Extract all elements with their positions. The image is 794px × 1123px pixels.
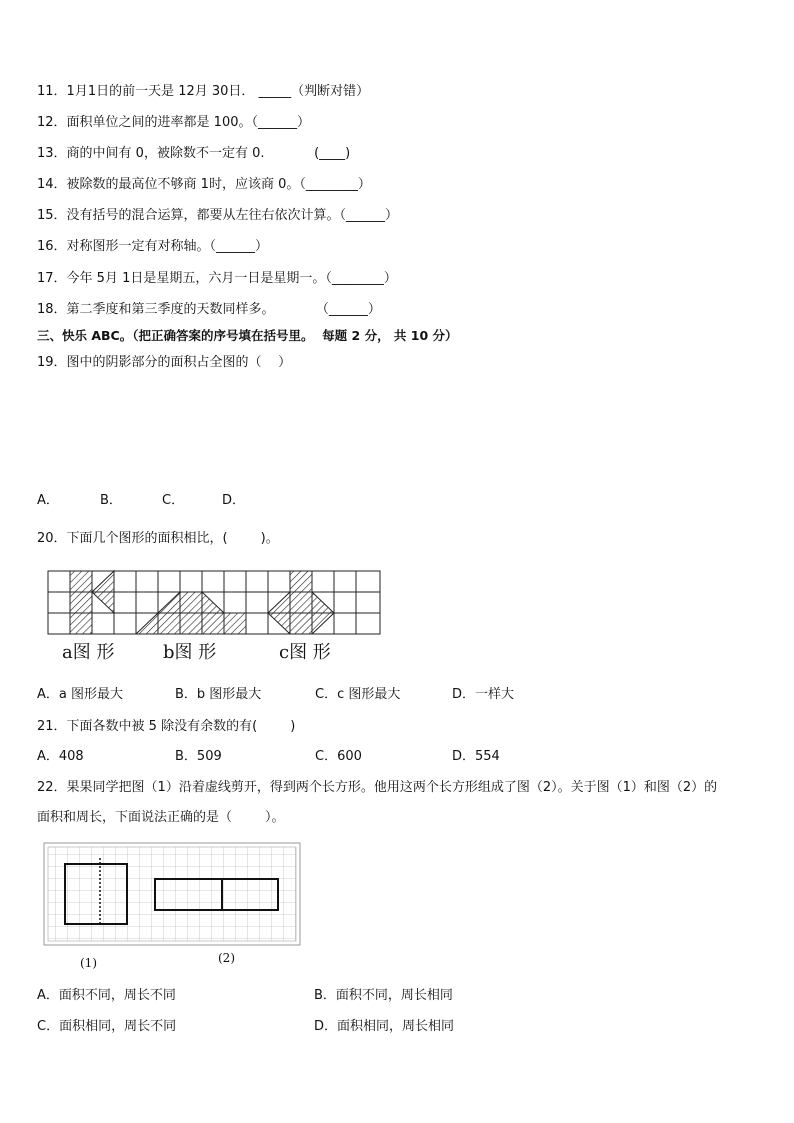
question-11: 11．1月1日的前一天是 12月 30日． _____（判断对错） — [37, 84, 370, 99]
figure-2-label: (2) — [218, 951, 235, 965]
question-16: 16．对称图形一定有对称轴。（______） — [37, 239, 269, 254]
question-20: 20．下面几个图形的面积相比，( )。 — [37, 531, 279, 546]
q20-option-a: A．a 图形最大 — [37, 687, 123, 702]
q20-option-b: B．b 图形最大 — [175, 687, 262, 702]
q21-option-a: A．408 — [37, 749, 84, 764]
q22-figure — [43, 842, 303, 948]
question-18: 18．第二季度和第三季度的天数同样多。 （______） — [37, 302, 381, 317]
q20-option-d: D．一样大 — [452, 687, 515, 702]
label-a-shape: a图 形 — [62, 642, 115, 663]
question-12: 12．面积单位之间的进率都是 100。（______） — [37, 115, 310, 130]
shape-c — [268, 571, 334, 634]
question-13: 13．商的中间有 0，被除数不一定有 0. (____) — [37, 146, 351, 161]
question-21: 21．下面各数中被 5 除没有余数的有( ) — [37, 719, 296, 734]
q21-option-c: C．600 — [315, 749, 362, 764]
q19-option-a: A． — [37, 493, 59, 508]
q22-option-a: A．面积不同，周长不同 — [37, 988, 176, 1003]
shape-a — [70, 571, 92, 634]
q20-option-c: C．c 图形最大 — [315, 687, 401, 702]
question-22-line2: 面积和周长，下面说法正确的是（ ）。 — [37, 810, 285, 825]
q22-option-c: C．面积相同，周长不同 — [37, 1019, 177, 1034]
question-22-line1: 22．果果同学把图（1）沿着虚线剪开，得到两个长方形。他用这两个长方形组成了图（2）。关于图（1）和图（2）的 — [37, 780, 718, 795]
shape-a-triangle — [92, 571, 114, 613]
q21-option-b: B．509 — [175, 749, 222, 764]
q21-option-d: D．554 — [452, 749, 500, 764]
section-heading-3: 三、快乐 ABC。（把正确答案的序号填在括号里。 每题 2 分， 共 10 分） — [37, 328, 458, 343]
question-15: 15．没有括号的混合运算，都要从左往右依次计算。（______） — [37, 208, 399, 223]
q20-shapes-figure — [47, 570, 387, 640]
figure-1-label: (1) — [80, 956, 97, 970]
q19-option-c: C． — [162, 493, 185, 508]
label-b-shape: b图 形 — [163, 642, 217, 663]
q19-option-d: D． — [222, 493, 246, 508]
question-17: 17．今年 5月 1日是星期五，六月一日是星期一。（________） — [37, 271, 397, 286]
label-c-shape: c图 形 — [279, 642, 331, 663]
question-19: 19．图中的阴影部分的面积占全图的（ ） — [37, 355, 292, 370]
q22-option-d: D．面积相同，周长相同 — [314, 1019, 455, 1034]
q22-option-b: B．面积不同，周长相同 — [314, 988, 453, 1003]
question-14: 14．被除数的最高位不够商 1时，应该商 0。（________） — [37, 177, 371, 192]
q19-option-b: B． — [100, 493, 122, 508]
